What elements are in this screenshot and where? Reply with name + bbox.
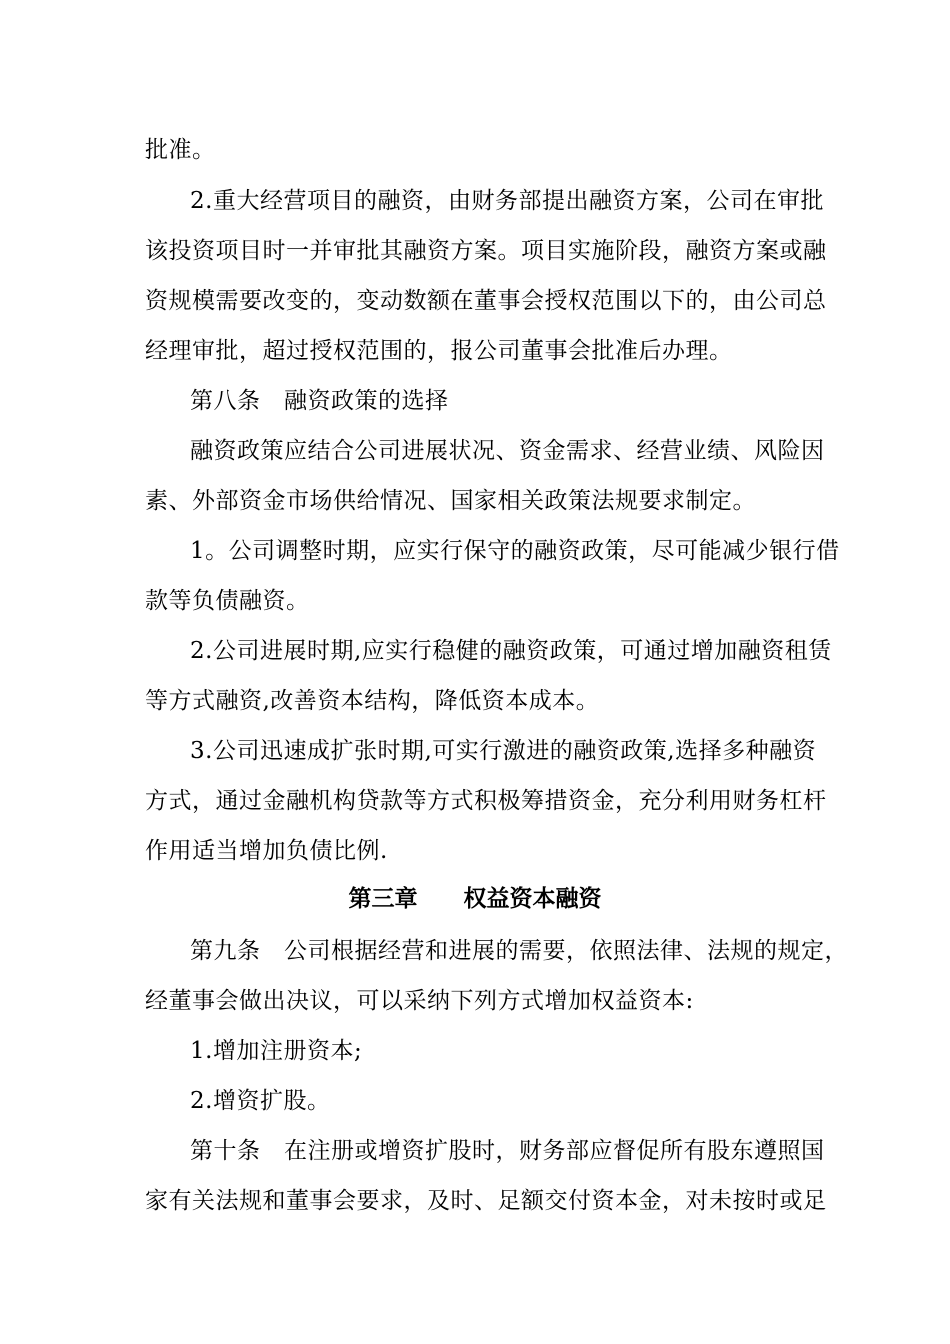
text-line: 等方式融资,改善资本结构，降低资本成本。 xyxy=(145,688,600,714)
text-line: 2.公司进展时期,应实行稳健的融资政策，可通过增加融资租赁 xyxy=(190,638,832,664)
article-heading: 第八条 融资政策的选择 xyxy=(190,388,449,414)
text-line: 素、外部资金市场供给情况、国家相关政策法规要求制定。 xyxy=(145,488,756,514)
text-line: 2.增资扩股。 xyxy=(190,1088,331,1114)
text-line: 第十条 在注册或增资扩股时，财务部应督促所有股东遵照国 xyxy=(190,1138,825,1164)
text-line: 资规模需要改变的，变动数额在董事会授权范围以下的，由公司总 xyxy=(145,288,827,314)
text-line: 该投资项目时一并审批其融资方案。项目实施阶段，融资方案或融 xyxy=(145,238,827,264)
text-line: 2.重大经营项目的融资，由财务部提出融资方案，公司在审批 xyxy=(190,188,824,214)
text-line: 第九条 公司根据经营和进展的需要，依照法律、法规的规定， xyxy=(190,938,848,964)
text-line: 家有关法规和董事会要求，及时、足额交付资本金，对未按时或足 xyxy=(145,1188,827,1214)
text-line: 经董事会做出决议，可以采纳下列方式增加权益资本: xyxy=(145,988,694,1014)
text-line: 作用适当增加负债比例. xyxy=(145,838,388,864)
text-line: 方式，通过金融机构贷款等方式积极筹措资金，充分利用财务杠杆 xyxy=(145,788,827,814)
chapter-heading: 第三章 权益资本融资 xyxy=(348,885,602,912)
text-line: 1.增加注册资本; xyxy=(190,1038,363,1064)
text-line: 款等负债融资。 xyxy=(145,588,310,614)
text-line: 批准。 xyxy=(145,137,216,163)
text-line: 经理审批，超过授权范围的，报公司董事会批准后办理。 xyxy=(145,338,733,364)
text-line: 1。公司调整时期，应实行保守的融资政策，尽可能减少银行借 xyxy=(190,538,840,564)
text-line: 3.公司迅速成扩张时期,可实行激进的融资政策,选择多种融资 xyxy=(190,738,817,764)
text-line: 融资政策应结合公司进展状况、资金需求、经营业绩、风险因 xyxy=(190,438,825,464)
